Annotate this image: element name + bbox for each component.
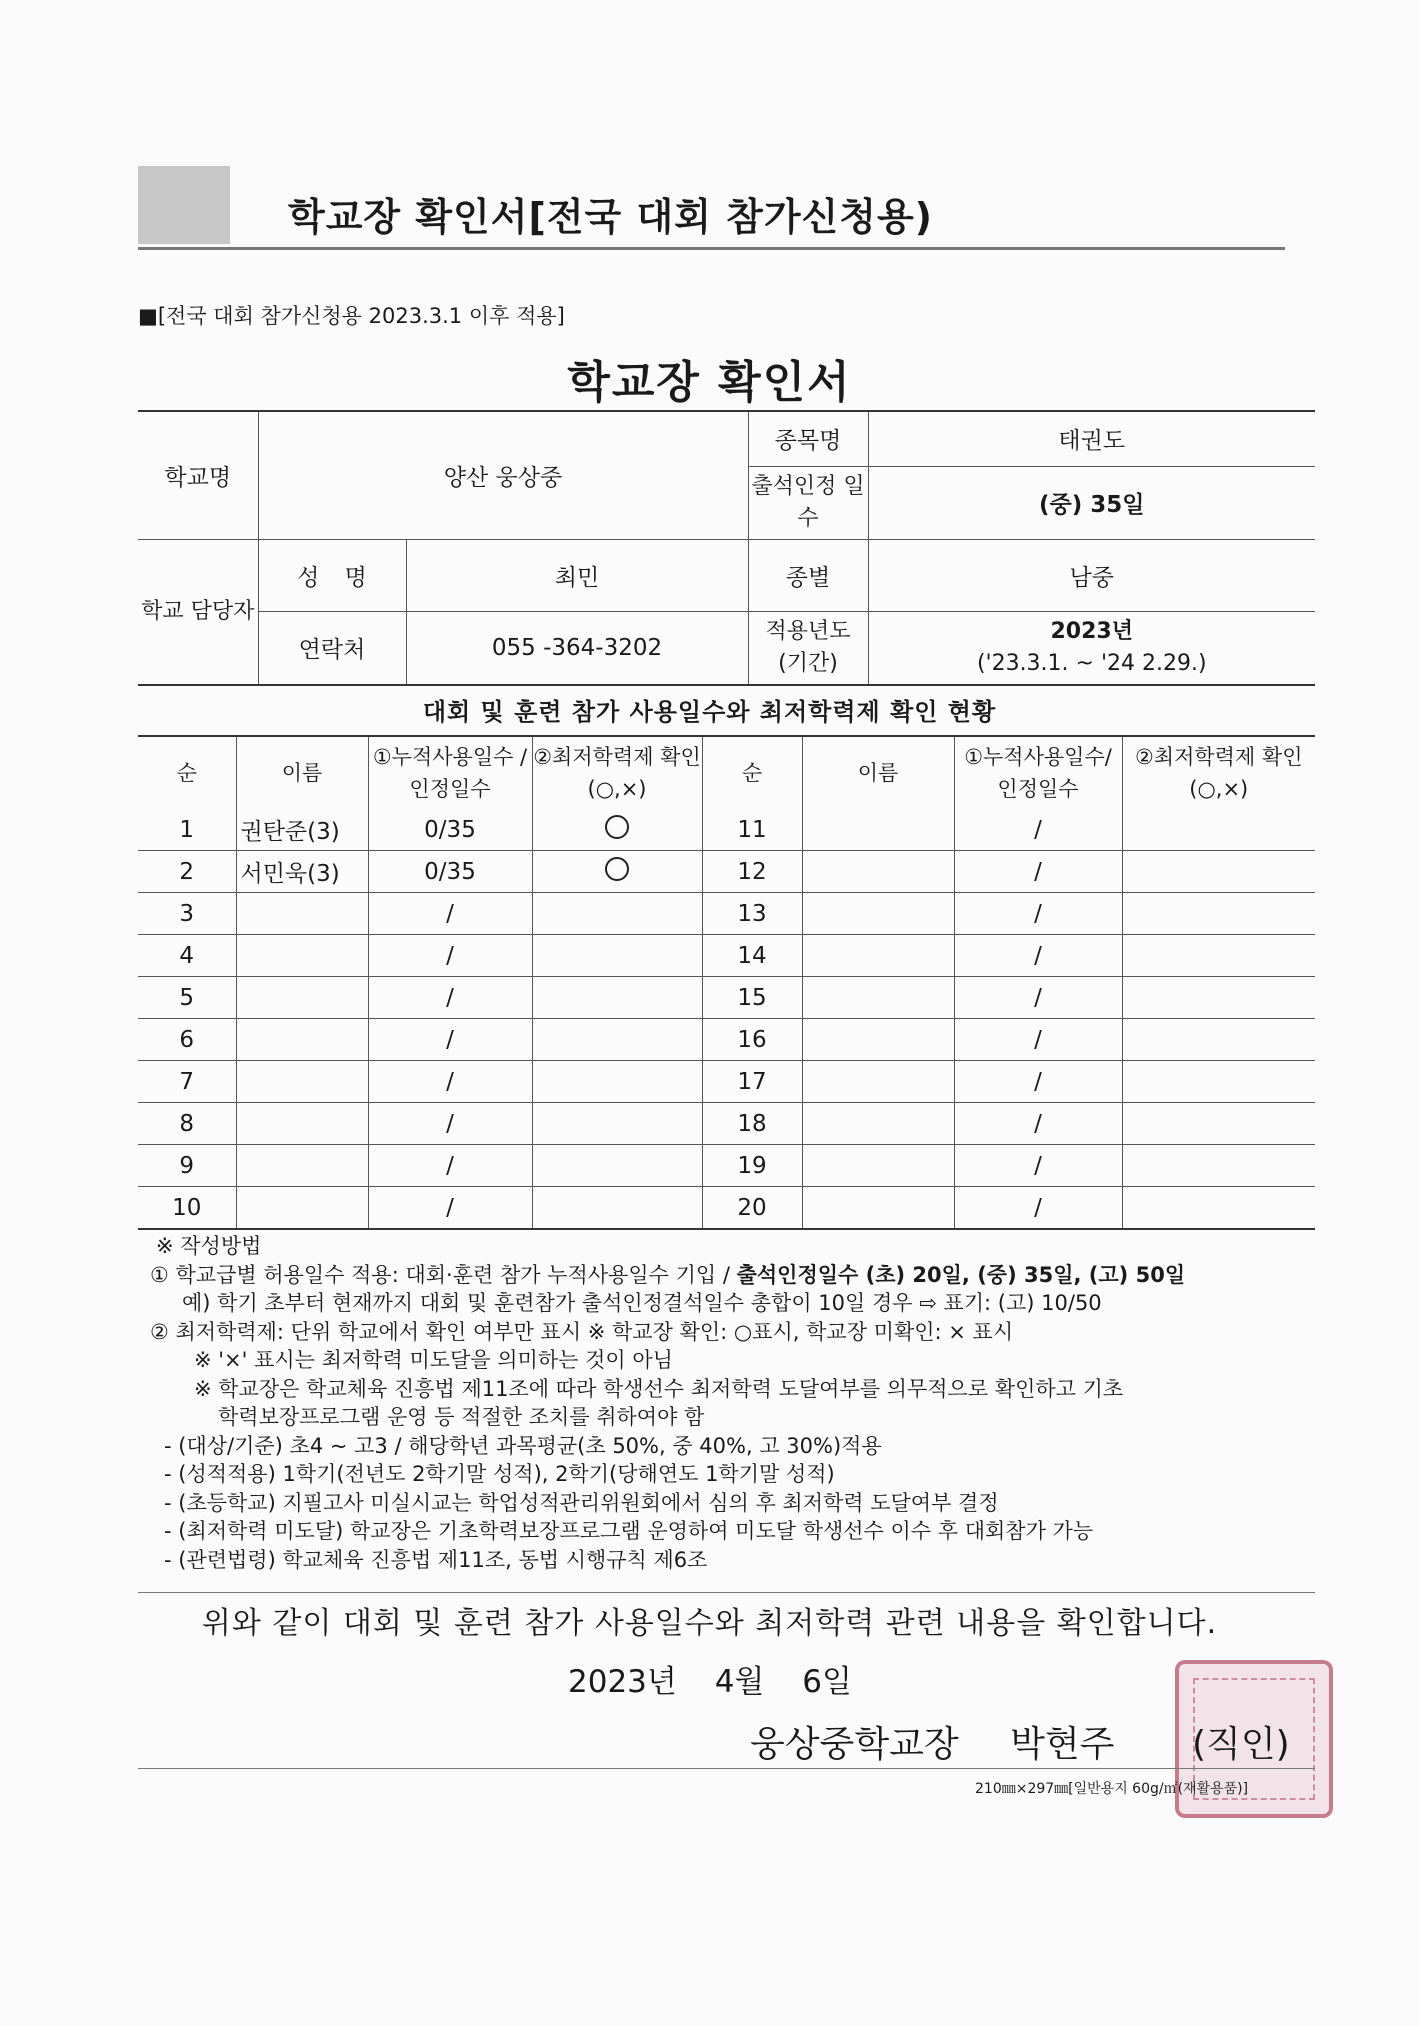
- row-days-2: /: [954, 1103, 1122, 1145]
- row-name-2: [802, 1061, 954, 1103]
- footer-divider: [138, 1768, 1315, 1769]
- school-value: 양산 웅상중: [258, 411, 748, 539]
- row-check: [532, 1187, 702, 1230]
- section-title: 대회 및 훈련 참가 사용일수와 최저학력제 확인 현황: [422, 698, 997, 726]
- notes-divider: [138, 1592, 1315, 1593]
- table-row: [138, 1145, 1315, 1187]
- row-check: [532, 1103, 702, 1145]
- row-no: 9: [138, 1145, 236, 1187]
- row-days-2: /: [954, 851, 1122, 893]
- table-row: [138, 935, 1315, 977]
- col-check-2: ②최저학력제 확인(○,×): [1122, 736, 1315, 809]
- row-days: /: [368, 977, 532, 1019]
- principal-signature: 웅상중학교장 박현주: [750, 1724, 1115, 1765]
- name-label: 성 명: [258, 539, 406, 611]
- period-value: ('23.3.1. ~ '24 2.29.): [976, 650, 1207, 676]
- row-no-2: 17: [702, 1061, 802, 1103]
- row-days: 0/35: [368, 851, 532, 893]
- row-days: /: [368, 1019, 532, 1061]
- row-name-2: [802, 977, 954, 1019]
- row-days-2: /: [954, 809, 1122, 851]
- row-no-2: 20: [702, 1187, 802, 1230]
- row-check-2: [1122, 1187, 1315, 1230]
- note-1-text: ① 학교급별 허용일수 적용: 대회·훈련 참가 누적사용일수 기입 /: [150, 1262, 737, 1287]
- table-row: [138, 809, 1315, 851]
- row-days: /: [368, 893, 532, 935]
- row-check-2: [1122, 1103, 1315, 1145]
- note-3: ※ '×' 표시는 최저학력 미도달을 의미하는 것이 아님: [194, 1348, 673, 1372]
- year-label: 적용년도 (기간): [748, 611, 868, 685]
- row-name: [236, 1019, 368, 1061]
- row-name: [236, 1061, 368, 1103]
- row-check-2: [1122, 1061, 1315, 1103]
- roster-header-row: [138, 736, 1315, 809]
- row-check: [532, 935, 702, 977]
- note-4-cont: 학력보장프로그램 운영 등 적절한 조치를 취하여야 함: [218, 1405, 705, 1429]
- seal-label: (직인): [1192, 1724, 1290, 1765]
- contact-value: 055 -364-3202: [406, 611, 748, 685]
- row-name: [236, 977, 368, 1019]
- header-gray-block: [138, 166, 230, 244]
- gender-label: 종별: [748, 539, 868, 611]
- note-1-example: 예) 학기 초부터 현재까지 대회 및 훈련참가 출석인정결석일수 총합이 10일 경우 ⇨ 표기: (고) 10/50: [182, 1291, 1102, 1315]
- row-name: [236, 1145, 368, 1187]
- row-name: [236, 1187, 368, 1230]
- instructions: [150, 1232, 1310, 1574]
- row-no-2: 15: [702, 977, 802, 1019]
- roster-table: [138, 735, 1315, 1230]
- row-check: [532, 893, 702, 935]
- table-row: [138, 1187, 1315, 1230]
- col-no: 순: [138, 736, 236, 809]
- paper-spec-footnote: 210㎜×297㎜[일반용지 60g/㎡(재활용품)]: [975, 1781, 1249, 1797]
- row-check-2: [1122, 977, 1315, 1019]
- row-no-2: 12: [702, 851, 802, 893]
- row-check: [532, 1061, 702, 1103]
- note-1: [150, 1261, 1310, 1290]
- note-2: ② 최저학력제: 단위 학교에서 확인 여부만 표시 ※ 학교장 확인: ○표시, 학교장 미확인: × 표시: [150, 1319, 1014, 1344]
- note-1-bold: 출석인정일수 (초) 20일, (중) 35일, (고) 50일: [736, 1262, 1186, 1287]
- row-name-2: [802, 851, 954, 893]
- bullet-2: - (성적적용) 1학기(전년도 2학기말 성적), 2학기(당해연도 1학기말 성적): [164, 1462, 835, 1486]
- name-value: 최민: [406, 539, 748, 611]
- row-check: [532, 1145, 702, 1187]
- row-no: 4: [138, 935, 236, 977]
- row-days-2: /: [954, 1019, 1122, 1061]
- gender-value: 남중: [868, 539, 1315, 611]
- row-name: [236, 1103, 368, 1145]
- col-name: 이름: [236, 736, 368, 809]
- row-check: [532, 977, 702, 1019]
- document-tag: ■[전국 대회 참가신청용 2023.3.1 이후 적용]: [138, 304, 565, 328]
- bullet-5: - (관련법령) 학교체육 진흥법 제11조, 동법 시행규칙 제6조: [164, 1547, 708, 1572]
- row-check-2: [1122, 1145, 1315, 1187]
- row-days-2: /: [954, 977, 1122, 1019]
- row-no: 8: [138, 1103, 236, 1145]
- row-no: 6: [138, 1019, 236, 1061]
- row-name: [236, 893, 368, 935]
- row-no-2: 18: [702, 1103, 802, 1145]
- school-info-table: [138, 410, 1315, 686]
- row-name-2: [802, 1187, 954, 1230]
- table-row: [138, 1019, 1315, 1061]
- row-days-2: /: [954, 1061, 1122, 1103]
- row-no-2: 14: [702, 935, 802, 977]
- row-name: 서민욱(3): [236, 851, 368, 893]
- manager-label: 학교 담당자: [138, 539, 258, 685]
- col-no-2: 순: [702, 736, 802, 809]
- row-days-2: /: [954, 1187, 1122, 1230]
- row-no-2: 19: [702, 1145, 802, 1187]
- row-days-2: /: [954, 893, 1122, 935]
- school-label: 학교명: [138, 411, 258, 539]
- row-days-2: /: [954, 935, 1122, 977]
- table-row: [138, 851, 1315, 893]
- table-row: [138, 1061, 1315, 1103]
- row-check-2: [1122, 1019, 1315, 1061]
- col-days: ①누적사용일수 /인정일수: [368, 736, 532, 809]
- check-circle-icon: [605, 815, 629, 839]
- col-name-2: 이름: [802, 736, 954, 809]
- row-no: 2: [138, 851, 236, 893]
- row-name: [236, 935, 368, 977]
- header-divider: [138, 247, 1285, 250]
- contact-label: 연락처: [258, 611, 406, 685]
- row-check-2: [1122, 893, 1315, 935]
- row-days: /: [368, 935, 532, 977]
- year-cell: [868, 611, 1315, 685]
- row-name-2: [802, 1103, 954, 1145]
- row-no-2: 13: [702, 893, 802, 935]
- bullet-3: - (초등학교) 지필고사 미실시교는 학업성적관리위원회에서 심의 후 최저학력 도달여부 결정: [164, 1490, 999, 1515]
- row-name: 권탄준(3): [236, 809, 368, 851]
- notes-heading: ※ 작성방법: [156, 1234, 262, 1258]
- row-name-2: [802, 1019, 954, 1061]
- row-check-2: [1122, 809, 1315, 851]
- bullet-1: - (대상/기준) 초4 ~ 고3 / 해당학년 과목평균(초 50%, 중 40%, 고 30%)적용: [164, 1433, 882, 1458]
- row-name-2: [802, 809, 954, 851]
- bullet-4: - (최저학력 미도달) 학교장은 기초학력보장프로그램 운영하여 미도달 학생선수 이수 후 대회참가 가능: [164, 1519, 1094, 1543]
- row-check-2: [1122, 935, 1315, 977]
- issue-date: 2023년 4월 6일: [568, 1664, 852, 1700]
- col-check: ②최저학력제 확인(○,×): [532, 736, 702, 809]
- row-days: 0/35: [368, 809, 532, 851]
- confirmation-text: 위와 같이 대회 및 훈련 참가 사용일수와 최저학력 관련 내용을 확인합니다.: [201, 1606, 1218, 1641]
- row-no: 5: [138, 977, 236, 1019]
- row-days: /: [368, 1103, 532, 1145]
- main-title: 학교장 확인서: [567, 357, 852, 408]
- row-no-2: 16: [702, 1019, 802, 1061]
- row-days: /: [368, 1061, 532, 1103]
- row-name-2: [802, 893, 954, 935]
- row-name-2: [802, 1145, 954, 1187]
- col-days-2: ①누적사용일수/ 인정일수: [954, 736, 1122, 809]
- row-check: [532, 809, 702, 851]
- row-name-2: [802, 935, 954, 977]
- year-value: 2023년: [1050, 618, 1133, 644]
- row-check: [532, 1019, 702, 1061]
- row-no: 7: [138, 1061, 236, 1103]
- document-header-title: 학교장 확인서[전국 대회 참가신청용): [288, 195, 934, 239]
- row-no: 3: [138, 893, 236, 935]
- row-days-2: /: [954, 1145, 1122, 1187]
- table-row: [138, 893, 1315, 935]
- row-no-2: 11: [702, 809, 802, 851]
- event-label: 종목명: [748, 411, 868, 466]
- row-days: /: [368, 1187, 532, 1230]
- attendance-value: (중) 35일: [868, 466, 1315, 539]
- note-4: ※ 학교장은 학교체육 진흥법 제11조에 따라 학생선수 최저학력 도달여부를 의무적으로 확인하고 기초: [194, 1376, 1124, 1401]
- table-row: [138, 1103, 1315, 1145]
- attendance-label: 출석인정 일수: [748, 466, 868, 539]
- row-no: 1: [138, 809, 236, 851]
- row-days: /: [368, 1145, 532, 1187]
- row-check: [532, 851, 702, 893]
- table-row: [138, 977, 1315, 1019]
- row-check-2: [1122, 851, 1315, 893]
- check-circle-icon: [605, 857, 629, 881]
- event-value: 태권도: [868, 411, 1315, 466]
- row-no: 10: [138, 1187, 236, 1230]
